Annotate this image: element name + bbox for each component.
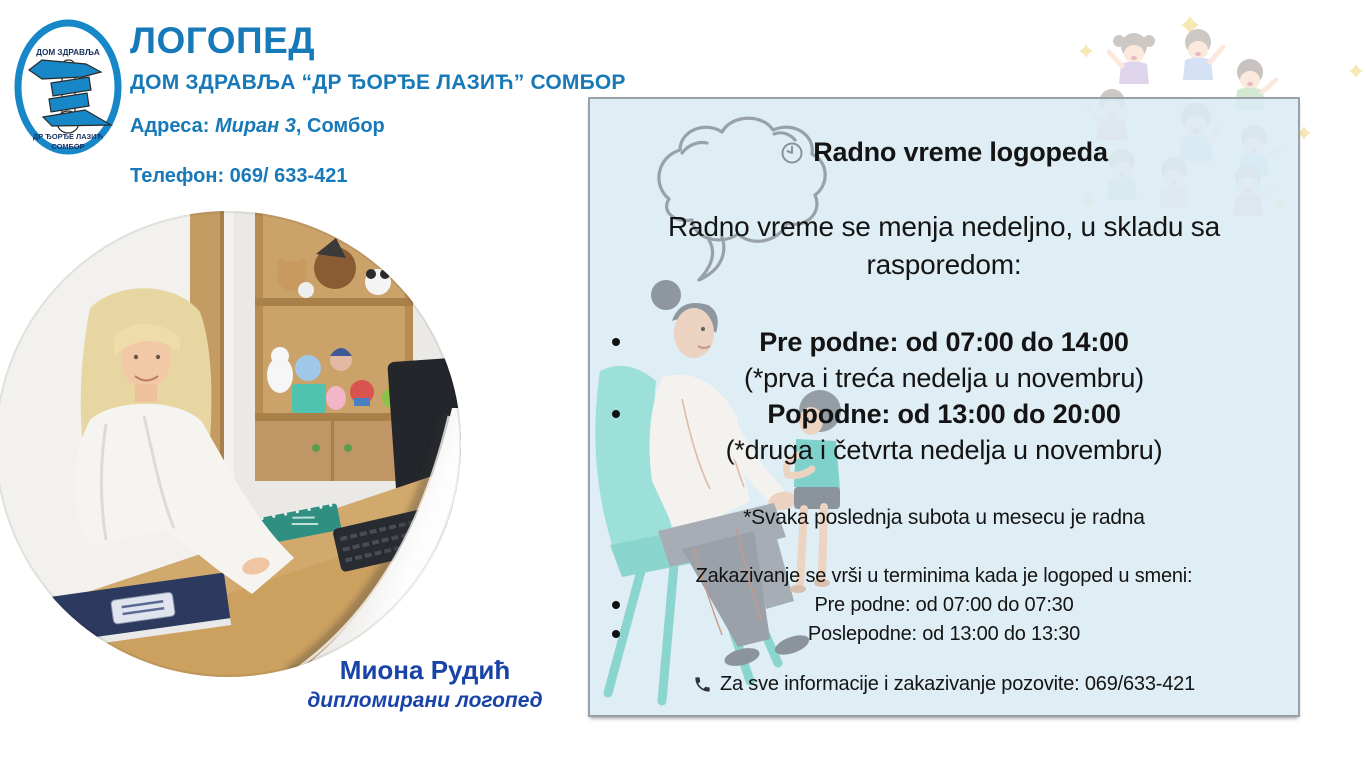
staff-name: Миона Рудић <box>339 655 511 685</box>
shift-list <box>590 324 1298 468</box>
address-label: Адреса: <box>130 115 210 137</box>
booking-slot-list <box>590 591 1298 649</box>
schedule-heading: Radno vreme logopeda <box>813 137 1108 167</box>
page-title: ЛОГОПЕД <box>130 20 316 61</box>
staff-photo <box>0 210 462 678</box>
staff-role: дипломирани логопед <box>307 689 543 712</box>
shift-time: Pre podne: od 07:00 do 14:00 <box>759 327 1129 357</box>
shift-time: Popodne: od 13:00 do 20:00 <box>767 399 1121 429</box>
booking-slot: Pre podne: od 07:00 do 07:30 <box>814 594 1074 616</box>
shift-note: (*prva i treća nedelja u novembru) <box>744 363 1144 393</box>
address-line <box>130 115 385 138</box>
page-subtitle: ДОМ ЗДРАВЉА “ДР ЂОРЂЕ ЛАЗИЋ” СОМБОР <box>130 71 626 94</box>
health-center-logo <box>12 16 124 158</box>
phone-icon <box>693 675 712 694</box>
saturday-note: *Svaka poslednja subota u mesecu je radna <box>743 506 1145 529</box>
address-value: Миран 3 <box>214 115 296 137</box>
child-figure <box>1109 33 1155 84</box>
child-figure <box>1183 29 1223 80</box>
schedule-intro <box>590 208 1298 284</box>
logo-bottom-text-2: СОМБОР <box>51 142 85 151</box>
phone-line: Телефон: 069/ 633-421 <box>130 165 348 187</box>
address-city: , Сомбор <box>295 115 385 137</box>
schedule-intro-text: Radno vreme se menja nedeljno, u skladu sa rasporedom: <box>668 211 1220 280</box>
logo-top-text: ДОМ ЗДРАВЉА <box>36 48 100 57</box>
contact-text: Za sve informacije i zakazivanje pozovite: 069/633-421 <box>719 673 1196 695</box>
schedule-panel <box>588 97 1300 717</box>
toy-shelf <box>255 210 413 481</box>
schedule-heading-row <box>590 137 1298 168</box>
clock-icon <box>780 141 804 165</box>
contact-row <box>590 673 1298 696</box>
booking-intro: Zakazivanje se vrši u terminima kada je logoped u smeni: <box>695 565 1193 587</box>
logo-bottom-text-1: ДР ЂОРЂЕ ЛАЗИЋ <box>33 132 103 141</box>
booking-slot: Poslepodne: od 13:00 do 13:30 <box>807 623 1081 645</box>
shift-note: (*druga i četvrta nedelja u novembru) <box>725 435 1163 465</box>
